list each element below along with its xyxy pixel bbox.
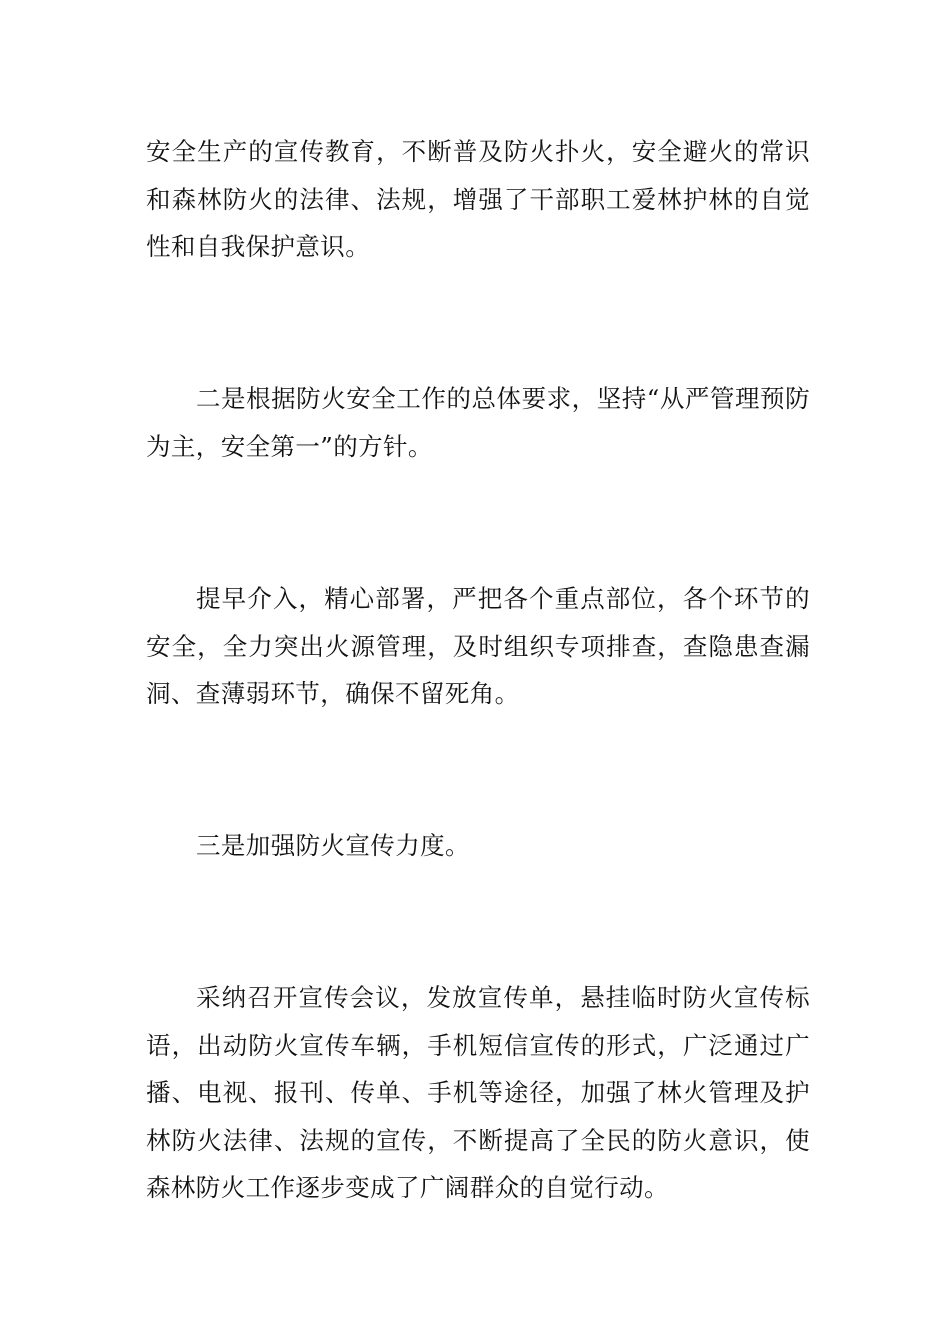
paragraph-point-two: 二是根据防火安全工作的总体要求，坚持“从严管理预防为主，安全第一”的方针。 — [146, 384, 810, 461]
paragraph-point-three: 三是加强防火宣传力度。 — [196, 831, 470, 860]
paragraph-early-intervention: 提早介入，精心部署，严把各个重点部位，各个环节的安全，全力突出火源管理，及时组织专项排查，查隐患查漏洞、查薄弱环节，确保不留死角。 — [146, 584, 810, 708]
paragraph-publicity-methods: 采纳召开宣传会议，发放宣传单，悬挂临时防火宣传标语，出动防火宣传车辆，手机短信宣传的形式，广泛通过广播、电视、报刊、传单、手机等途径，加强了林火管理及护林防火法律、法规的宣传，不断提高了全民的防火意识，使森林防火工作逐步变成了广阔群众的自觉行动。 — [146, 983, 810, 1202]
paragraph-publicity-education: 安全生产的宣传教育，不断普及防火扑火，安全避火的常识和森林防火的法律、法规，增强了干部职工爱林护林的自觉性和自我保护意识。 — [146, 137, 810, 261]
